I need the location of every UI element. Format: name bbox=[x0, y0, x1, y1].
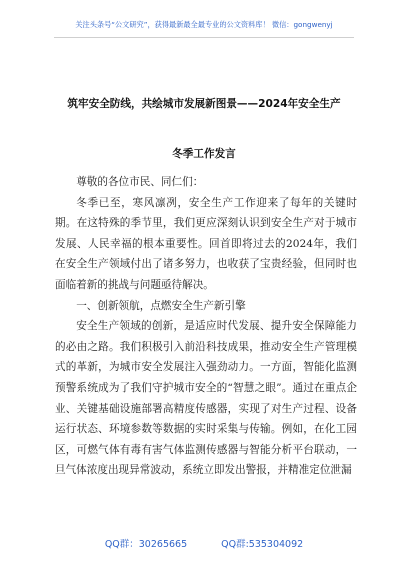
body-paragraph: 安全生产领域的创新，是适应时代发展、提升安全保障能力的必由之路。我们积极引入前沿科技成果，推动安全生产管理模式的革新，为城市安全发展注入强劲动力。一方面，智能化监测预警系统成为了我们守护城市安全的“智慧之眼”。通过在重点企业、关键基础设施部署高精度传感器，实现了对生产过程、设备运行状态、环境参数等数据的实时采集与传输。例如，在化工园区，可燃气体有毒有害气体监测传感器与智能分析平台联动，一旦气体浓度出现异常波动，系统立即发出警报，并精准定位泄漏 bbox=[55, 320, 357, 477]
section-heading: 一、创新领航，点燃安全生产新引擎 bbox=[76, 299, 246, 312]
header-banner[interactable]: 关注头条号“公文研究”，获得最新最全最专业的公文资料库！ 微信：gongwenyj bbox=[75, 20, 333, 29]
document-body bbox=[55, 172, 357, 481]
document-title-line-2: 冬季工作发言 bbox=[172, 148, 236, 160]
salutation-paragraph: 尊敬的各位市民、同仁们： bbox=[76, 176, 204, 188]
footer-qq-group-2: QQ群:535304092 bbox=[221, 539, 304, 550]
document-title-line-1: 筑牢安全防线，共绘城市发展新图景——2024年安全生产 bbox=[67, 98, 341, 110]
body-paragraph: 冬季已至，寒风凛冽，安全生产工作迎来了每年的关键时期。在这特殊的季节里，我们更应深刻认识到安全生产对于城市发展、人民幸福的根本重要性。回首即将过去的2024年，我们在安全生产领域付出了诸多努力，也收获了宝贵经验，但同时也面临着新的挑战与问题亟待解决。 bbox=[55, 196, 357, 291]
header-divider bbox=[54, 37, 354, 38]
footer-qq-group-1: QQ群：30265665 bbox=[104, 539, 188, 550]
footer-contact bbox=[0, 536, 408, 550]
